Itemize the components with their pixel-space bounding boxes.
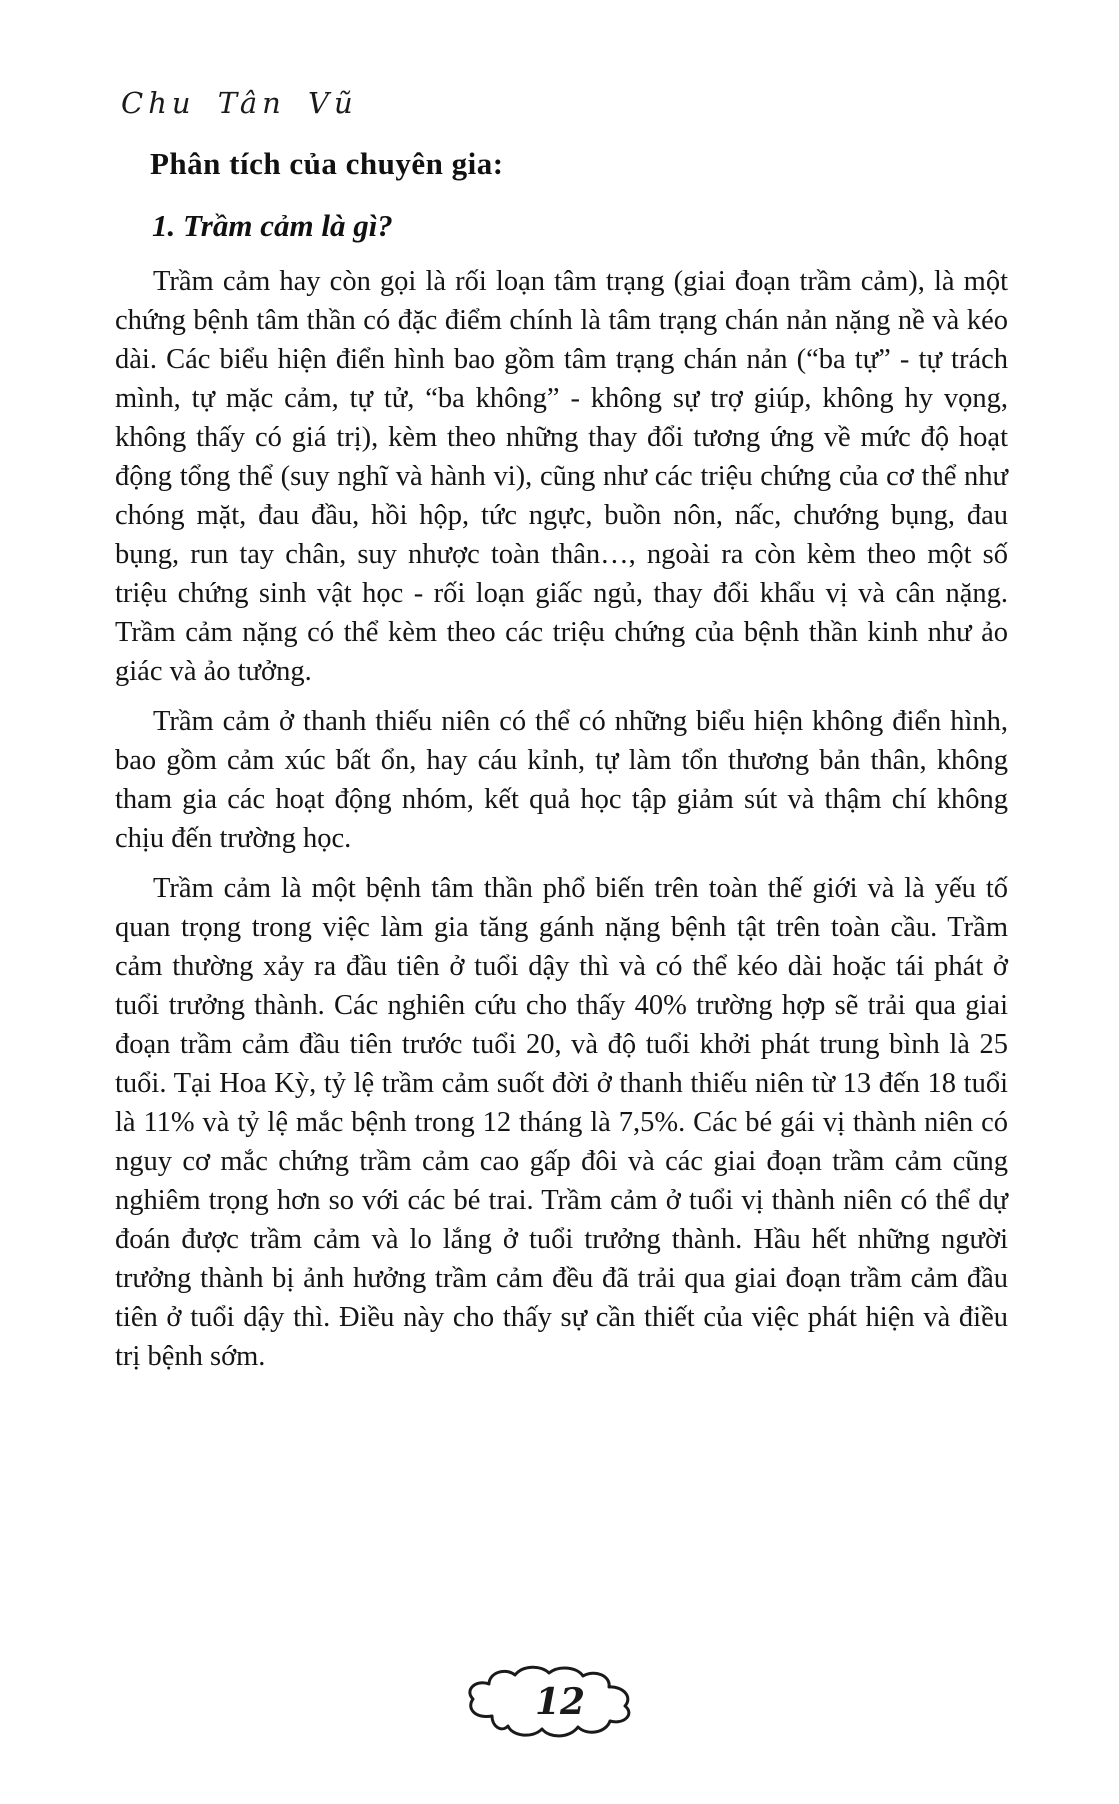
page-content [115,146,1008,1376]
cloud-icon [460,1662,660,1746]
page-number: 12 [534,1681,585,1723]
page-footer [460,1662,660,1746]
paragraph-definition: Trầm cảm hay còn gọi là rối loạn tâm trạng (giai đoạn trầm cảm), là một chứng bệnh tâm thần có đặc điểm chính là tâm trạng chán nản nặng nề và kéo dài. Các biểu hiện điển hình bao gồm tâm trạng chán nản (“ba tự” - tự trách mình, tự mặc cảm, tự tử, “ba không” - không sự trợ giúp, không hy vọng, không thấy có giá trị), kèm theo những thay đổi tương ứng về mức độ hoạt động tổng thể (suy nghĩ và hành vi), cũng như các triệu chứng của cơ thể như chóng mặt, đau đầu, hồi hộp, tức ngực, buồn nôn, nấc, chướng bụng, đau bụng, run tay chân, suy nhược toàn thân…, ngoài ra còn kèm theo một số triệu chứng sinh vật học - rối loạn giấc ngủ, thay đổi khẩu vị và cân nặng. Trầm cảm nặng có thể kèm theo các triệu chứng của bệnh thần kinh như ảo giác và ảo tưởng. [115,266,1008,687]
subsection-heading: 1. Trầm cảm là gì? [152,208,393,243]
paragraph-adolescent-signs: Trầm cảm ở thanh thiếu niên có thể có những biểu hiện không điển hình, bao gồm cảm xúc bất ổn, hay cáu kỉnh, tự làm tổn thương bản thân, không tham gia các hoạt động nhóm, kết quả học tập giảm sút và thậm chí không chịu đến trường học. [115,706,1008,854]
paragraph-statistics: Trầm cảm là một bệnh tâm thần phổ biến trên toàn thế giới và là yếu tố quan trọng trong việc làm gia tăng gánh nặng bệnh tật trên toàn cầu. Trầm cảm thường xảy ra đầu tiên ở tuổi dậy thì và có thể kéo dài hoặc tái phát ở tuổi trưởng thành. Các nghiên cứu cho thấy 40% trường hợp sẽ trải qua giai đoạn trầm cảm đầu tiên trước tuổi 20, và độ tuổi khởi phát trung bình là 25 tuổi. Tại Hoa Kỳ, tỷ lệ trầm cảm suốt đời ở thanh thiếu niên từ 13 đến 18 tuổi là 11% và tỷ lệ mắc bệnh trong 12 tháng là 7,5%. Các bé gái vị thành niên có nguy cơ mắc chứng trầm cảm cao gấp đôi và các giai đoạn trầm cảm cũng nghiêm trọng hơn so với các bé trai. Trầm cảm ở tuổi vị thành niên có thể dự đoán được trầm cảm và lo lắng ở tuổi trưởng thành. Hầu hết những người trưởng thành bị ảnh hưởng trầm cảm đều đã trải qua giai đoạn trầm cảm đầu tiên ở tuổi dậy thì. Điều này cho thấy sự cần thiết của việc phát hiện và điều trị bệnh sớm. [115,873,1008,1372]
section-heading: Phân tích của chuyên gia: [150,146,504,181]
running-header-author: Chu Tân Vũ [121,86,358,120]
body-text [115,262,1008,1376]
